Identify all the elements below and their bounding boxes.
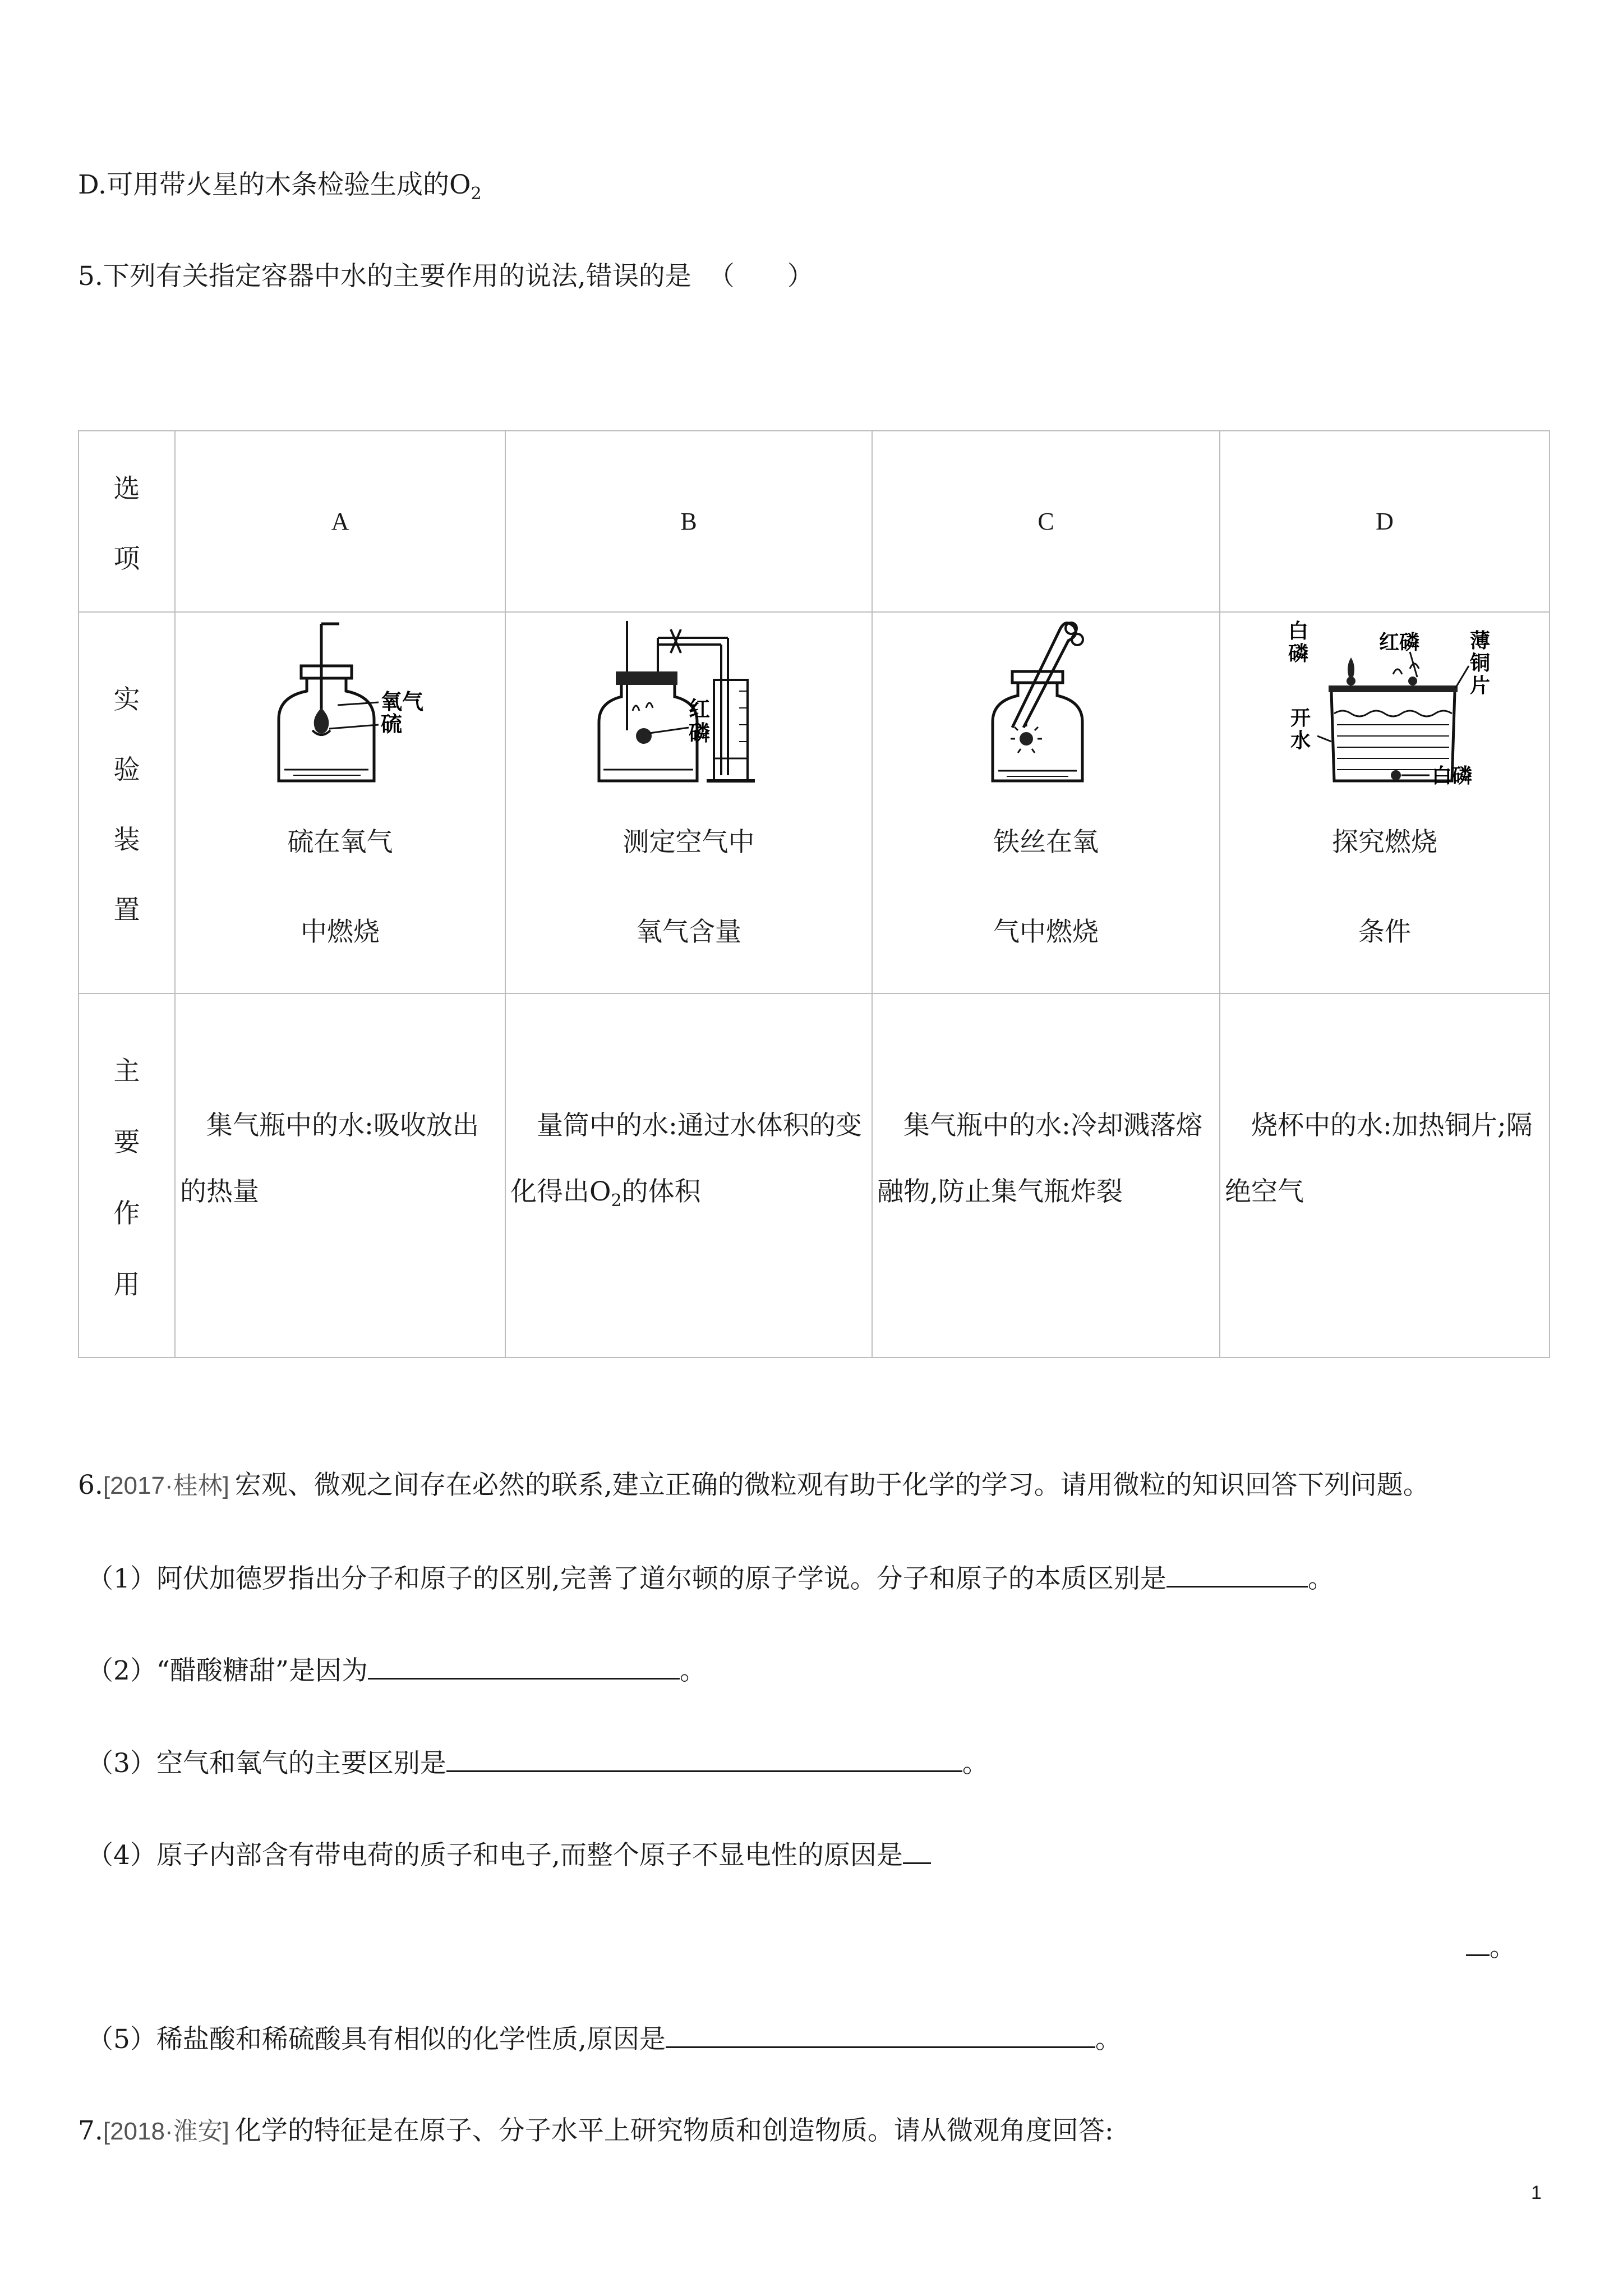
caption-b: 测定空气中 氧气含量 (623, 827, 755, 947)
label-white-phosphorus-top-1: 白 (1288, 620, 1309, 643)
role-d: 烧杯中的水:加热铜片;隔绝空气 (1220, 993, 1550, 1358)
label-boiling-water-1: 开 (1290, 707, 1311, 730)
combustion-conditions-apparatus (1267, 613, 1502, 798)
caption-c: 铁丝在氧 气中燃烧 (993, 827, 1099, 947)
option-letter-c: C (872, 431, 1220, 612)
answer-paren: （ ） (708, 261, 814, 292)
table-row-option (79, 431, 1550, 612)
label-copper-3: 片 (1470, 674, 1491, 697)
q6-item-4-continuation: 。 (1466, 1930, 1516, 1964)
row-label-option: 选 项 (79, 431, 175, 612)
q6-item-1: （1）阿伏加德罗指出分子和原子的区别,完善了道尔顿的原子学说。分子和原子的本质区别是 。 (87, 1561, 1334, 1596)
q6-item-2: （2）“醋酸糖甜”是因为 。 (87, 1653, 706, 1688)
row-label-device: 实 验 装 置 (79, 612, 175, 993)
q5-table (78, 430, 1550, 1358)
q5-stem: 5.下列有关指定容器中水的主要作用的说法,错误的是 （ ） (78, 261, 814, 292)
answer-blank-4[interactable] (903, 1838, 931, 1864)
label-boiling-water-2: 水 (1290, 729, 1311, 752)
q6-stem: 6.[2017·桂林] 宏观、微观之间存在必然的联系,建立正确的微粒观有助于化学的学习。请用微粒的知识回答下列问题。 (78, 1470, 1430, 1501)
label-oxygen: 氧气 (380, 689, 423, 714)
role-a: 集气瓶中的水:吸收放出的热量 (175, 993, 505, 1358)
oxygen-measurement-apparatus (577, 613, 801, 798)
label-white-phosphorus-bottom: 白磷 (1432, 765, 1473, 788)
device-cell-b (505, 612, 872, 993)
caption-d: 探究燃烧 条件 (1332, 827, 1437, 947)
answer-blank-5[interactable] (666, 2022, 1095, 2048)
role-b: 量筒中的水:通过水体积的变化得出$O_2$的体积 (505, 993, 872, 1358)
q7-source: [2018·淮安] (103, 2118, 229, 2145)
answer-blank-3[interactable] (446, 1746, 962, 1772)
sulfur-combustion-apparatus (239, 613, 441, 798)
caption-a: 硫在氧气 中燃烧 (287, 827, 393, 947)
device-cell-a (175, 612, 505, 993)
label-copper-1: 薄 (1470, 629, 1491, 652)
q6-source: [2017·桂林] (103, 1472, 229, 1499)
page-number: 1 (1531, 2182, 1542, 2203)
label-sulfur: 硫 (380, 712, 402, 737)
table-row-device (79, 612, 1550, 993)
label-copper-2: 铜 (1470, 652, 1491, 675)
iron-wire-combustion-apparatus (945, 613, 1147, 798)
option-letter-d: D (1220, 431, 1550, 612)
q4-option-d: D.可用带火星的木条检验生成的$O_2$ (78, 169, 482, 204)
label-red-phosphorus-2: 磷 (689, 721, 711, 746)
q7-stem: 7.[2018·淮安] 化学的特征是在原子、分子水平上研究物质和创造物质。请从微观角度回答: (78, 2115, 1114, 2146)
device-cell-d (1220, 612, 1550, 993)
answer-blank-4-end[interactable] (1466, 1930, 1490, 1956)
role-c: 集气瓶中的水:冷却溅落熔融物,防止集气瓶炸裂 (872, 993, 1220, 1358)
q6-item-5: （5）稀盐酸和稀硫酸具有相似的化学性质,原因是 。 (87, 2022, 1122, 2056)
answer-blank-2[interactable] (368, 1653, 680, 1680)
answer-blank-1[interactable] (1166, 1561, 1308, 1588)
option-letter-a: A (175, 431, 505, 612)
label-red-phosphorus: 红磷 (1379, 631, 1420, 654)
label-white-phosphorus-top-2: 磷 (1288, 642, 1309, 665)
label-red-phosphorus-1: 红 (689, 697, 711, 721)
device-cell-c (872, 612, 1220, 993)
row-label-role: 主 要 作 用 (79, 993, 175, 1358)
q6-item-4: （4）原子内部含有带电荷的质子和电子,而整个原子不显电性的原因是 (87, 1838, 931, 1872)
q6-item-3: （3）空气和氧气的主要区别是 。 (87, 1746, 989, 1780)
option-letter-b: B (505, 431, 872, 612)
table-row-role (79, 993, 1550, 1358)
